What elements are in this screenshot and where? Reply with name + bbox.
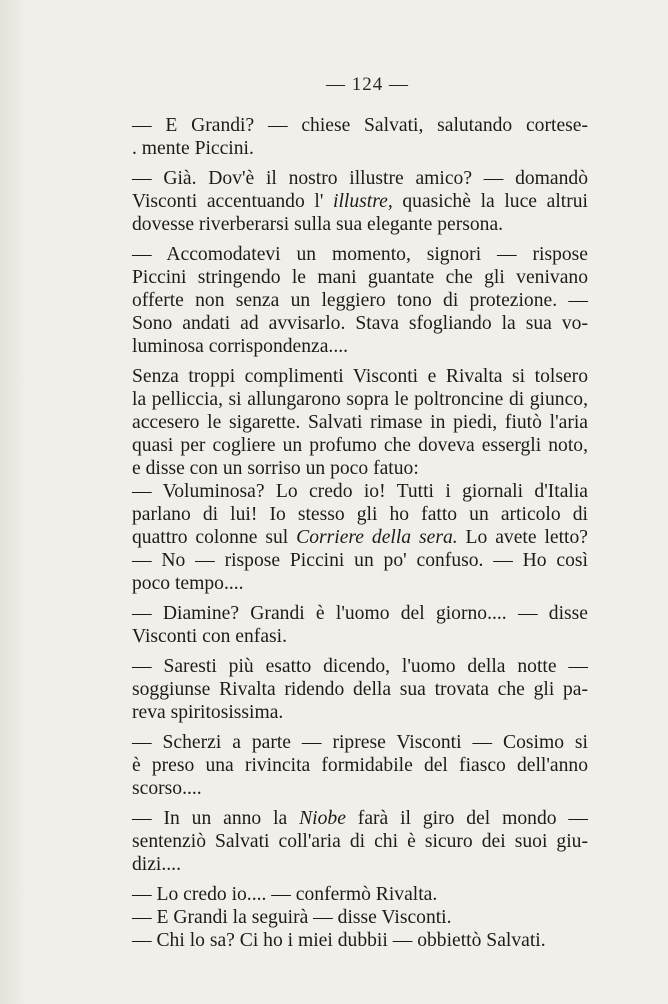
text-line: quasi per cogliere un profumo che doveva essergli noto, [132,435,588,456]
text-line: Piccini stringendo le mani guantate che gli venivano [132,267,588,288]
text-line: Visconti accentuando l' illustre, quasichè la luce altrui [132,191,588,212]
text-line: scorso.... [132,778,202,799]
text-line: poco tempo.... [132,573,244,594]
text-line: soggiunse Rivalta ridendo della sua trovata che gli pa- [132,679,588,700]
text-line: — Accomodatevi un momento, signori — rispose [132,244,588,265]
text-line: — No — rispose Piccini un po' confuso. — Ho così [132,550,588,571]
page-edge-shadow [0,0,26,1004]
text-line: Visconti con enfasi. [132,626,287,647]
text-line: Senza troppi complimenti Visconti e Rivalta si tolsero [132,366,588,387]
text-line: sentenziò Salvati coll'aria di chi è sicuro dei suoi giu- [132,831,588,852]
emphasis-text: Niobe [299,808,346,829]
text-line: parlano di lui! Io stesso gli ho fatto un articolo di [132,504,588,525]
text-line: — Voluminosa? Lo credo io! Tutti i giornali d'Italia [132,481,588,502]
text-line: e disse con un sorriso un poco fatuo: [132,458,419,479]
text-line: . mente Piccini. [132,138,254,159]
text-line: quattro colonne sul Corriere della sera. Lo avete letto? [132,527,588,548]
text-line: offerte non senza un leggiero tono di protezione. — [132,290,588,311]
text-line: accesero le sigarette. Salvati rimase in piedi, fiutò l'aria [132,412,588,433]
text-line: — In un anno la Niobe farà il giro del mondo — [132,808,589,829]
text-line: — E Grandi? — chiese Salvati, salutando cortese- [132,115,588,136]
text-line: reva spiritosissima. [132,702,284,723]
text-line: Sono andati ad avvisarlo. Stava sfogliando la sua vo- [132,313,588,334]
text-line: — Saresti più esatto dicendo, l'uomo della notte — [132,656,588,677]
text-line: — Diamine? Grandi è l'uomo del giorno.... — disse [132,603,588,624]
text-line: — Scherzi a parte — riprese Visconti — Cosimo si [132,732,588,753]
text-line: — Chi lo sa? Ci ho i miei dubbii — obbiettò Salvati. [132,930,546,951]
text-line: — E Grandi la seguirà — disse Visconti. [132,907,452,928]
text-line: è preso una rivincita formidabile del fiasco dell'anno [132,755,588,776]
text-line: — Già. Dov'è il nostro illustre amico? — domandò [132,168,588,189]
text-line: dovesse riverberarsi sulla sua elegante persona. [132,214,504,235]
body-text [132,114,588,952]
text-line: dizi.... [132,854,181,875]
emphasis-text: Corriere della sera. [296,527,458,548]
text-line: luminosa corrispondenza.... [132,336,349,357]
text-line: la pelliccia, si allungarono sopra le poltroncine di giunco, [132,389,588,410]
page-number: — 124 — [326,74,409,95]
emphasis-text: illustre, [333,191,393,212]
text-line: — Lo credo io.... — confermò Rivalta. [132,884,438,905]
